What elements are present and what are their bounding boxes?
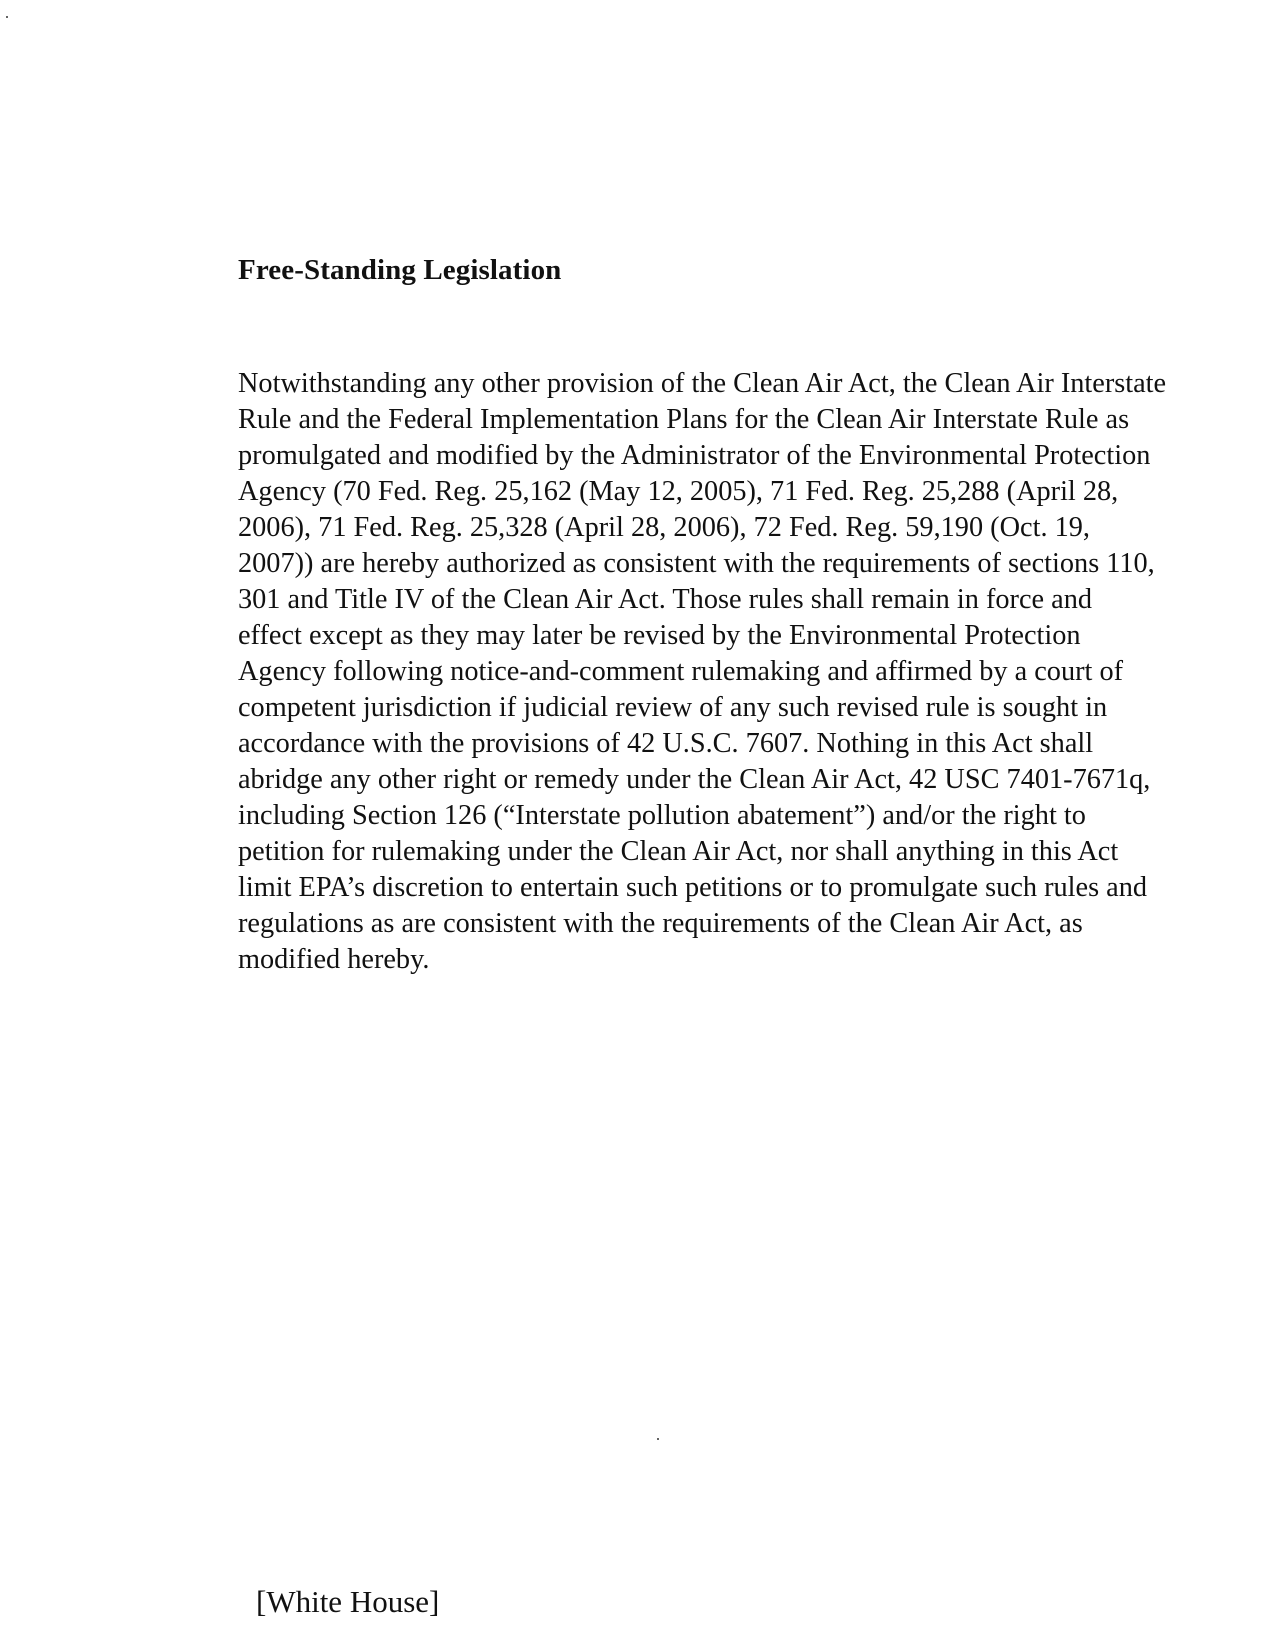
paragraph-line: 2007)) are hereby authorized as consistent with the requirements of sections 110, <box>238 548 1155 579</box>
scan-speck <box>6 16 8 18</box>
paragraph-line: promulgated and modified by the Administrator of the Environmental Protection <box>238 440 1151 471</box>
paragraph-line: Agency (70 Fed. Reg. 25,162 (May 12, 2005), 71 Fed. Reg. 25,288 (April 28, <box>238 476 1119 507</box>
paragraph-line: 301 and Title IV of the Clean Air Act. Those rules shall remain in force and <box>238 584 1092 615</box>
paragraph-line: competent jurisdiction if judicial review of any such revised rule is sought in <box>238 692 1108 723</box>
scan-speck <box>657 1438 659 1440</box>
paragraph-line: abridge any other right or remedy under the Clean Air Act, 42 USC 7401-7671q, <box>238 764 1151 795</box>
paragraph-line: petition for rulemaking under the Clean Air Act, nor shall anything in this Act <box>238 836 1119 867</box>
paragraph-line: effect except as they may later be revised by the Environmental Protection <box>238 620 1081 651</box>
paragraph-line: Rule and the Federal Implementation Plans for the Clean Air Interstate Rule as <box>238 404 1130 435</box>
paragraph-line: limit EPA’s discretion to entertain such petitions or to promulgate such rules and <box>238 872 1148 903</box>
paragraph-line: 2006), 71 Fed. Reg. 25,328 (April 28, 2006), 72 Fed. Reg. 59,190 (Oct. 19, <box>238 512 1090 543</box>
legislation-paragraph <box>238 366 1268 978</box>
paragraph-line: modified hereby. <box>238 944 430 975</box>
paragraph-line: Agency following notice-and-comment rulemaking and affirmed by a court of <box>238 656 1124 687</box>
document-heading: Free-Standing Legislation <box>238 254 562 286</box>
paragraph-line: accordance with the provisions of 42 U.S.C. 7607. Nothing in this Act shall <box>238 728 1094 759</box>
footer-label: [White House] <box>256 1584 440 1619</box>
paragraph-line: including Section 126 (“Interstate pollution abatement”) and/or the right to <box>238 800 1086 831</box>
paragraph-line: regulations as are consistent with the requirements of the Clean Air Act, as <box>238 908 1083 939</box>
paragraph-line: Notwithstanding any other provision of the Clean Air Act, the Clean Air Interstate <box>238 368 1167 399</box>
